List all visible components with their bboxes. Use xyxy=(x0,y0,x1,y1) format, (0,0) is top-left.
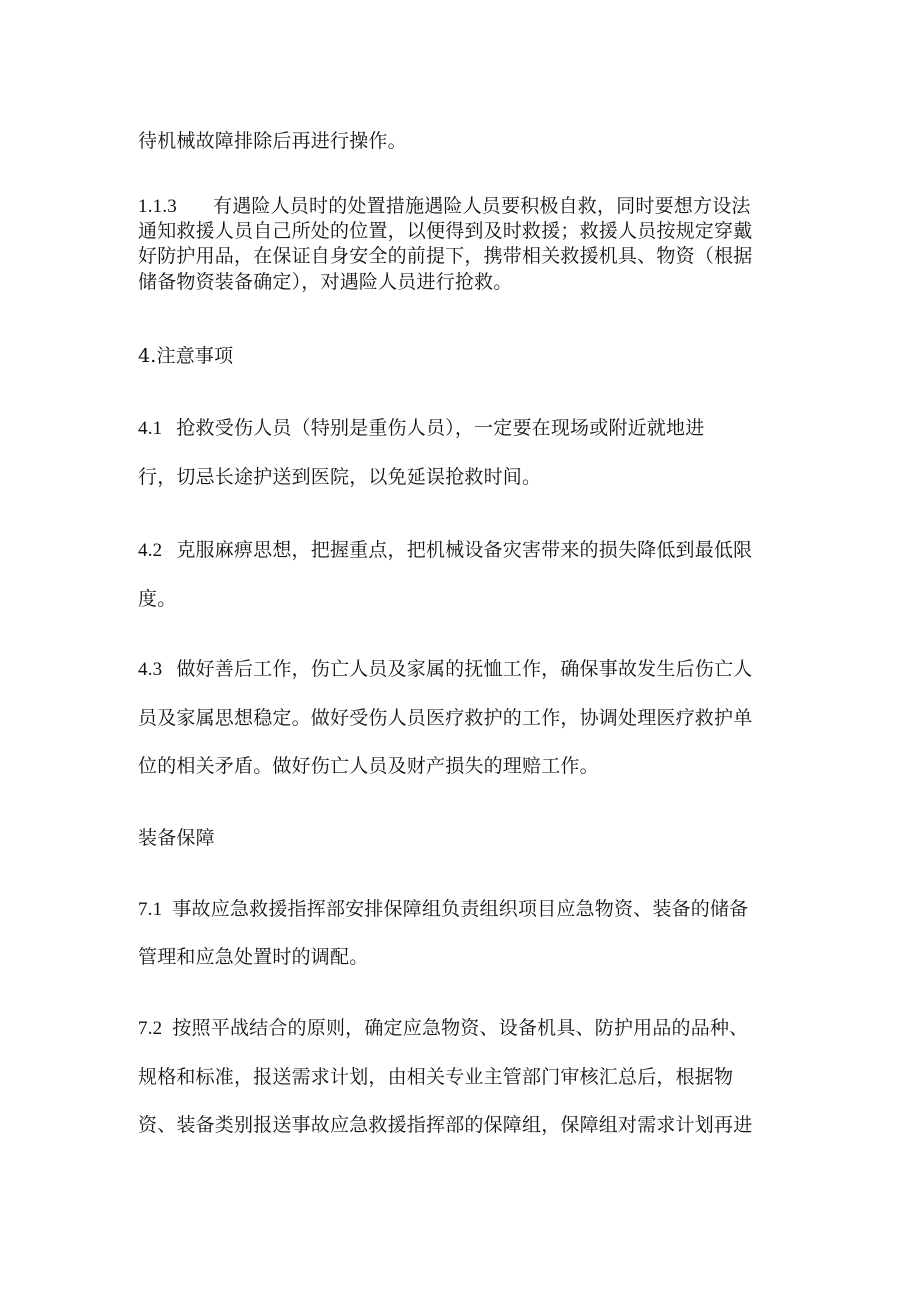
paragraph-7-2-line-3 xyxy=(138,1113,798,1137)
paragraph-continuation xyxy=(138,129,798,153)
paragraph-4-3-line-2 xyxy=(138,706,798,730)
paragraph-4-3-line-3 xyxy=(138,754,798,778)
paragraph-line: 事故应急救援指挥部安排保障组负责组织项目应急物资、装备的储备 xyxy=(172,898,749,920)
section-number: 7.2 xyxy=(138,1018,163,1039)
paragraph-line: 待机械故障排除后再进行操作。 xyxy=(138,130,407,152)
paragraph-7-2-line-2 xyxy=(138,1065,798,1089)
paragraph-7-1-line-1 xyxy=(138,897,798,922)
section-heading-4 xyxy=(138,344,798,368)
paragraph-4-1-line-1 xyxy=(138,416,798,441)
paragraph-line: 员及家属思想稳定。做好受伤人员医疗救护的工作，协调处理医疗救护单 xyxy=(138,707,753,729)
paragraph-1-1-3-line-2 xyxy=(138,219,798,243)
paragraph-1-1-3-line-3 xyxy=(138,244,798,268)
paragraph-line: 克服麻痹思想，把握重点，把机械设备灾害带来的损失降低到最低限 xyxy=(176,539,753,561)
paragraph-line: 位的相关矛盾。做好伤亡人员及财产损失的理赔工作。 xyxy=(138,755,599,777)
paragraph-4-3-line-1 xyxy=(138,657,798,682)
paragraph-7-1-line-2 xyxy=(138,945,798,969)
paragraph-4-1-line-2 xyxy=(138,465,798,489)
paragraph-line: 好防护用品，在保证自身安全的前提下，携带相关救援机具、物资（根据 xyxy=(138,245,753,267)
paragraph-4-2-line-1 xyxy=(138,538,798,563)
paragraph-line: 资、装备类别报送事故应急救援指挥部的保障组，保障组对需求计划再进 xyxy=(138,1114,753,1136)
paragraph-line: 管理和应急处置时的调配。 xyxy=(138,946,369,968)
paragraph-4-2-line-2 xyxy=(138,587,798,611)
paragraph-line: 行，切忌长途护送到医院，以免延误抢救时间。 xyxy=(138,466,542,488)
paragraph-line: 抢救受伤人员（特别是重伤人员），一定要在现场或附近就地进 xyxy=(176,417,705,439)
paragraph-line: 储备物资装备确定），对遇险人员进行抢救。 xyxy=(138,271,513,293)
section-number: 4.3 xyxy=(138,659,163,680)
section-number: 7.1 xyxy=(138,899,163,920)
paragraph-line: 通知救援人员自己所处的位置，以便得到及时救援；救援人员按规定穿戴 xyxy=(138,220,753,242)
section-number: 4.2 xyxy=(138,540,163,561)
paragraph-line: 规格和标准，报送需求计划，由相关专业主管部门审核汇总后，根据物 xyxy=(138,1066,734,1088)
paragraph-line: 度。 xyxy=(138,588,177,610)
section-heading: 4.注意事项 xyxy=(138,345,234,367)
section-heading-equipment xyxy=(138,826,798,850)
section-number: 4.1 xyxy=(138,418,163,439)
paragraph-1-1-3-line-1 xyxy=(138,194,798,219)
paragraph-7-2-line-1 xyxy=(138,1016,798,1041)
section-number: 1.1.3 xyxy=(138,196,177,217)
paragraph-line: 有遇险人员时的处置措施遇险人员要积极自救，同时要想方设法 xyxy=(213,195,751,217)
section-heading: 装备保障 xyxy=(138,827,215,849)
paragraph-line: 按照平战结合的原则，确定应急物资、设备机具、防护用品的品种、 xyxy=(172,1017,749,1039)
paragraph-line: 做好善后工作，伤亡人员及家属的抚恤工作，确保事故发生后伤亡人 xyxy=(176,658,753,680)
paragraph-1-1-3-line-4 xyxy=(138,270,798,294)
